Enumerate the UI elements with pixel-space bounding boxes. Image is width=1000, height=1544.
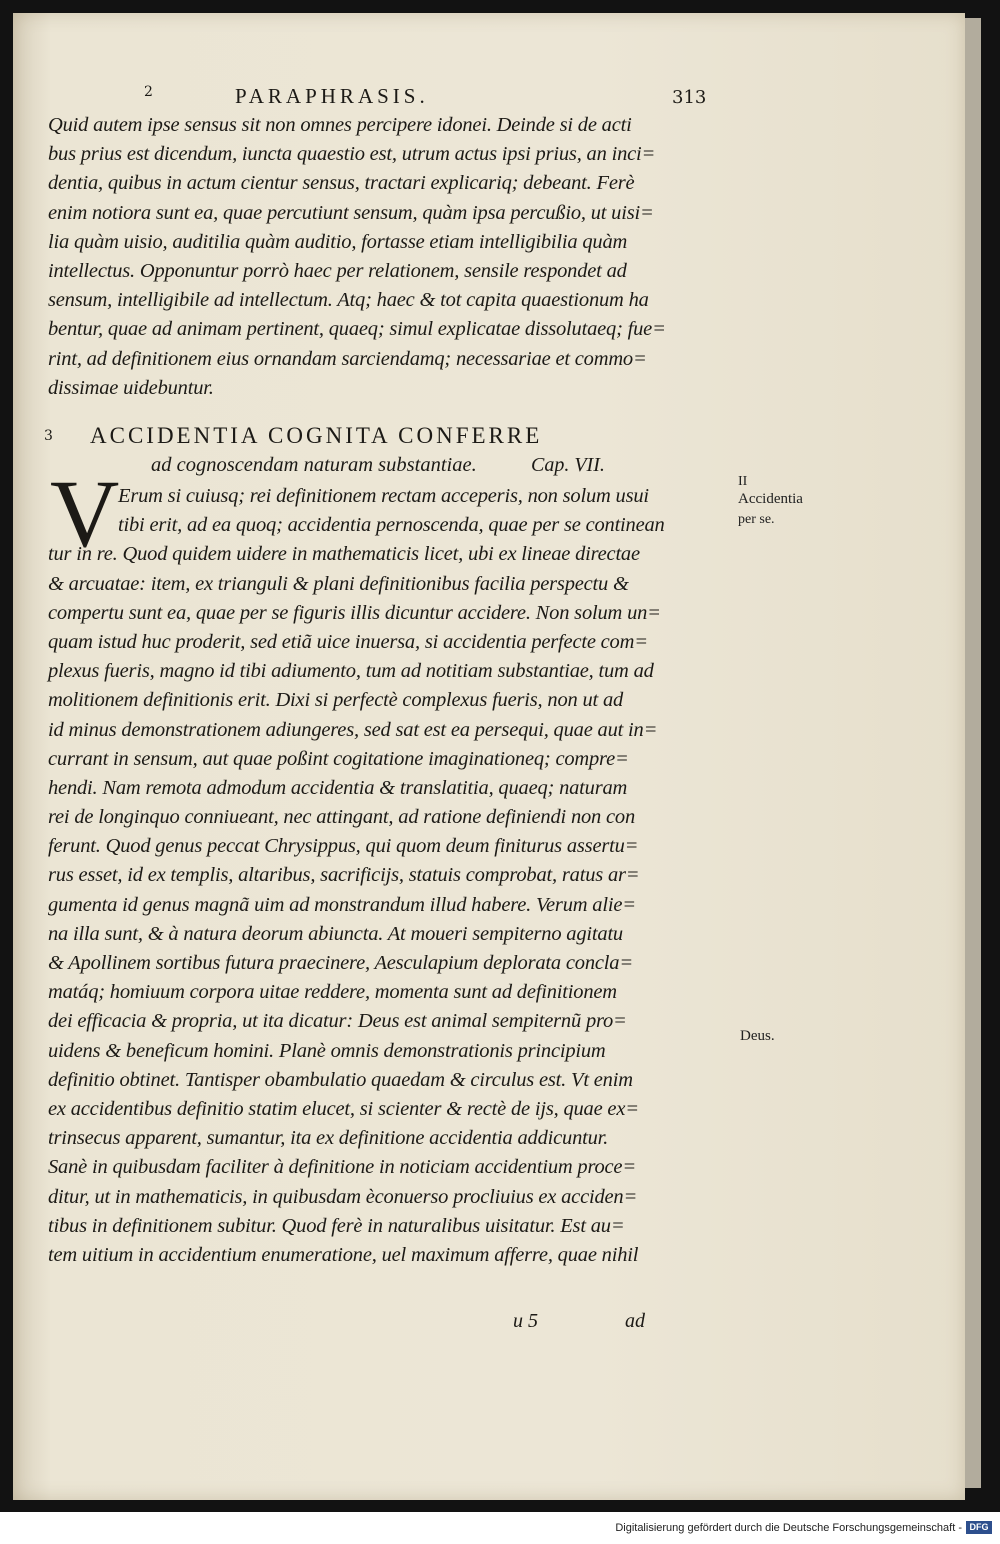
- catchword: ad: [625, 1310, 645, 1332]
- chapter-label: Cap. VII.: [531, 454, 605, 476]
- text-line: compertu sunt ea, quae per se figuris illis dicuntur accidere. Non solum un=: [48, 601, 661, 624]
- text-line: & Apollinem sortibus futura praecinere, Aesculapium deplorata concla=: [48, 952, 633, 974]
- margin-note-accidentia: Accidentia: [738, 491, 803, 507]
- text-line: tur in re. Quod quidem uidere in mathematicis licet, ubi ex lineae directae: [48, 543, 640, 566]
- text-line: definitio obtinet. Tantisper obambulatio quaedam & circulus est. Vt enim: [48, 1068, 633, 1091]
- next-page-edge: [965, 18, 981, 1488]
- chapter-marker: 3: [44, 428, 53, 444]
- text-line: bentur, quae ad animam pertinent, quaeq; simul explicatae dissolutaeq; fue=: [48, 318, 666, 341]
- text-line: plexus fueris, magno id tibi adiumento, tum ad notitiam substantiae, tum ad: [48, 660, 654, 683]
- text-line: uidens & beneficum homini. Planè omnis demonstrationis principium: [48, 1039, 606, 1062]
- page-number: 313: [672, 87, 707, 108]
- text-line: & arcuatae: item, ex trianguli & plani definitionibus facilia perspectu &: [48, 572, 629, 595]
- footer-credit[interactable]: Digitalisierung gefördert durch die Deutsche Forschungsgemeinschaft -: [615, 1522, 962, 1534]
- text-line: Sanè in quibusdam faciliter à definitione in noticiam accidentium proce=: [48, 1156, 636, 1179]
- text-line: tem uitium in accidentium enumeratione, uel maximum afferre, quae nihil: [48, 1243, 639, 1266]
- text-line: Erum si cuiusq; rei definitionem rectam acceperis, non solum usui: [118, 485, 649, 507]
- text-line: ferunt. Quod genus peccat Chrysippus, qui quom deum finiturus assertu=: [48, 835, 639, 858]
- footer-bar: [0, 1512, 1000, 1544]
- text-line: rus esset, id ex templis, altaribus, sacrificijs, statuis comprobat, ratus ar=: [48, 864, 640, 887]
- text-line: ditur, ut in mathematicis, in quibusdam èconuerso procliuius ex acciden=: [48, 1185, 638, 1208]
- text-line: sensum, intelligibile ad intellectum. Atq; haec & tot capita quaestionum ha: [48, 289, 649, 312]
- dfg-logo[interactable]: DFG: [966, 1521, 992, 1534]
- text-line: trinsecus apparent, sumantur, ita ex definitione accidentia addicuntur.: [48, 1127, 609, 1150]
- text-line: na illa sunt, & à natura deorum abiuncta. At moueri sempiterno agitatu: [48, 922, 623, 945]
- text-line: tibus in definitionem subitur. Quod ferè in naturalibus uisitatur. Est au=: [48, 1214, 625, 1237]
- text-line: quam istud huc proderit, sed etiã uice inuersa, si accidentia perfecte com=: [48, 630, 648, 653]
- text-line: tibi erit, ad ea quoq; accidentia pernoscenda, quae per se continean: [118, 514, 665, 537]
- text-line: gumenta id genus magnã uim ad monstrandum illud habere. Verum alie=: [48, 893, 636, 916]
- text-line: rint, ad definitionem eius ornandam sarciendamq; necessariae et commo=: [48, 347, 647, 370]
- text-line: dissimae uidebuntur.: [48, 376, 214, 399]
- chapter-body-text: [48, 482, 728, 1270]
- text-line: lia quàm uisio, auditilia quàm auditio, fortasse etiam intelligibilia quàm: [48, 230, 628, 253]
- text-line: dentia, quibus in actum cientur sensus, tractari explicariq; debeant. Ferè: [48, 172, 635, 195]
- text-line: id minus demonstrationem adiungeres, sed sat est ea persequi, quae aut in=: [48, 718, 658, 741]
- margin-numeral: II: [738, 474, 748, 489]
- text-line: currant in sensum, aut quae poßint cogitatione imaginationeq; compre=: [48, 747, 629, 770]
- chapter-subheading: ad cognoscendam naturam substantiae.: [151, 454, 477, 476]
- intro-paragraph: [48, 111, 728, 403]
- text-line: ex accidentibus definitio statim elucet, si scienter & rectè de ijs, quae ex=: [48, 1097, 639, 1120]
- text-line: bus prius est dicendum, iuncta quaestio est, utrum actus ipsi prius, an inci=: [48, 143, 656, 166]
- text-line: enim notiora sunt ea, quae percutiunt sensum, quàm ipsa percußio, ut uisi=: [48, 201, 654, 224]
- signature-mark: u 5: [513, 1310, 538, 1332]
- margin-note-per-se: per se.: [738, 512, 775, 527]
- text-line: intellectus. Opponuntur porrò haec per relationem, sensile respondet ad: [48, 259, 627, 282]
- drop-cap: V: [50, 460, 120, 567]
- text-line: molitionem definitionis erit. Dixi si perfectè complexus fueris, non ut ad: [48, 689, 624, 712]
- text-line: dei efficacia & propria, ut ita dicatur: Deus est animal sempiternũ pro=: [48, 1010, 627, 1033]
- margin-note-deus: Deus.: [740, 1028, 775, 1044]
- running-head: PARAPHRASIS.: [235, 84, 429, 108]
- text-line: matáq; homiuum corpora uitae reddere, momenta sunt ad definitionem: [48, 981, 617, 1004]
- chapter-heading: ACCIDENTIA COGNITA CONFERRE: [90, 423, 543, 448]
- text-line: hendi. Nam remota admodum accidentia & translatitia, quaeq; naturam: [48, 776, 628, 799]
- text-line: rei de longinquo conniueant, nec attingant, ad ratione definiendi non con: [48, 806, 636, 829]
- header-marker: 2: [144, 84, 153, 100]
- text-line: Quid autem ipse sensus sit non omnes percipere idonei. Deinde si de acti: [48, 114, 632, 136]
